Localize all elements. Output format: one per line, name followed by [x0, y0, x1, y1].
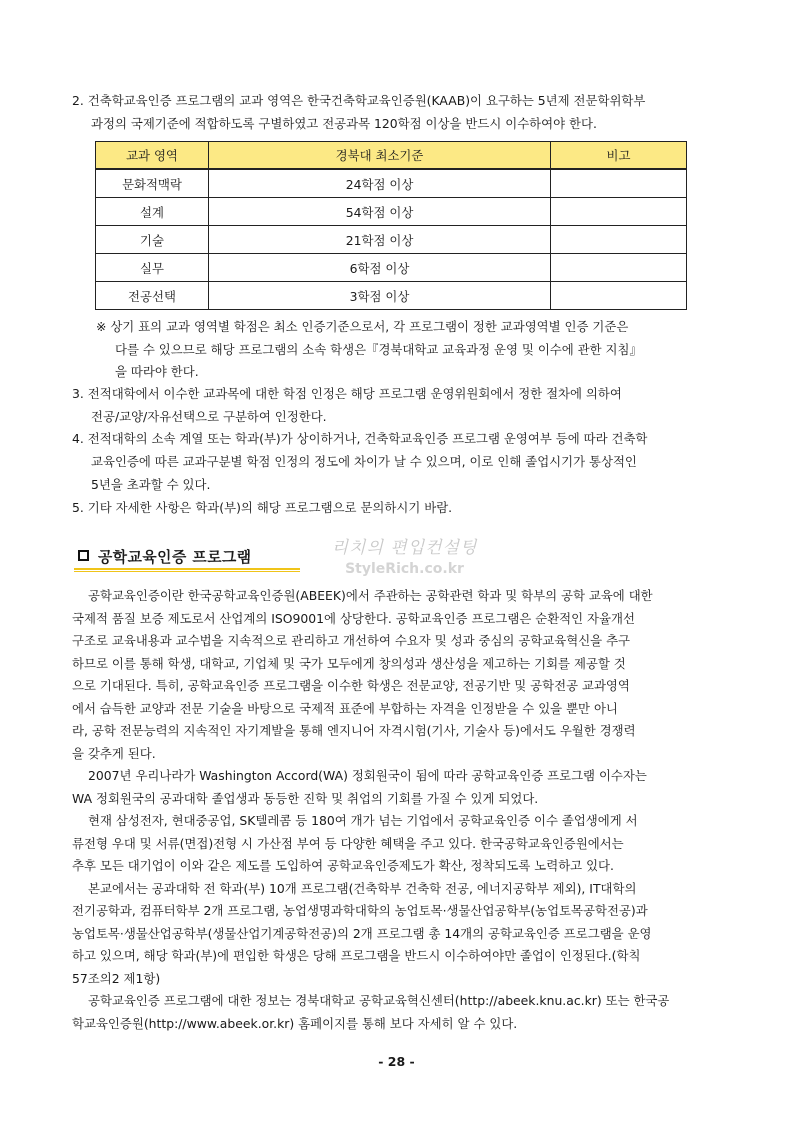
note-line: 다를 수 있으므로 해당 프로그램의 소속 학생은『경북대학교 교육과정 운영 및 이수에 관한 지침』	[115, 341, 642, 357]
watermark-text: 리치의 편입컨설팅	[331, 538, 478, 558]
paragraph-line: 현재 삼성전자, 현대중공업, SK텔레콤 등 180여 개가 넘는 기업에서 공학교육인증 이수 졸업생에게 서	[88, 813, 638, 828]
table-cell: 설계	[96, 198, 209, 226]
heading-underline	[74, 568, 300, 570]
table-header-row	[96, 142, 687, 170]
table-row	[96, 198, 687, 226]
table-note	[96, 316, 736, 384]
table-cell: 실무	[96, 254, 209, 282]
table-header-cell: 교과 영역	[96, 142, 209, 170]
paragraph-line: 57조의2 제1항)	[72, 970, 161, 986]
watermark	[322, 533, 487, 585]
paragraph-line: 3. 전적대학에서 이수한 교과목에 대한 학점 인정은 해당 프로그램 운영위원회에서 정한 절차에 의하여	[72, 386, 622, 401]
note-line: ※ 상기 표의 교과 영역별 학점은 최소 인증기준으로서, 각 프로그램이 정한 교과영역별 인증 기준은	[96, 319, 629, 334]
paragraph-line: 본교에서는 공과대학 전 학과(부) 10개 프로그램(건축학부 건축학 전공, 에너지공학부 제외), IT대학의	[88, 880, 637, 896]
paragraph-line: 5년을 초과할 수 있다.	[91, 476, 211, 492]
page-number: - 28 -	[378, 1054, 415, 1069]
paragraph-line: 전기공학과, 컴퓨터학부 2개 프로그램, 농업생명과학대학의 농업토목·생물산업공학부(농업토목공학전공)과	[72, 903, 648, 918]
paragraph-line: 과정의 국제기준에 적합하도록 구별하였고 전공과목 120학점 이상을 반드시 이수하여야 한다.	[91, 115, 597, 131]
paragraph-line: 추후 모든 대기업이 이와 같은 제도를 도입하여 공학교육인증제도가 확산, 정착되도록 노력하고 있다.	[72, 858, 614, 873]
paragraph-line: 공학교육인증 프로그램에 대한 정보는 경북대학교 공학교육혁신센터(http://abeek.knu.ac.kr) 또는 한국공	[88, 993, 670, 1008]
paragraph-line: 국제적 품질 보증 제도로서 산업계의 ISO9001에 상당한다. 공학교육인증 프로그램은 순환적인 자율개선	[72, 610, 635, 626]
section-curriculum-area	[72, 90, 732, 135]
paragraph-line: 라, 공학 전문능력의 지속적인 자기계발을 통해 엔지니어 자격시험(기사, 기술사 등)에서도 우월한 경쟁력	[72, 723, 636, 738]
table-cell: 전공선택	[96, 282, 209, 310]
table-row	[96, 254, 687, 282]
table-row	[96, 226, 687, 254]
paragraph-line: 교육인증에 따른 교과구분별 학점 인정의 정도에 차이가 날 수 있으며, 이로 인해 졸업시기가 통상적인	[91, 454, 637, 470]
paragraph-line: 전공/교양/자유선택으로 구분하여 인정한다.	[91, 408, 327, 424]
paragraph-line: 하므로 이를 통해 학생, 대학교, 기업체 및 국가 모두에게 창의성과 생산성을 제고하는 기회를 제공할 것	[72, 655, 626, 671]
checkbox-square-icon	[78, 550, 89, 561]
paragraph-line: 에서 습득한 교양과 전문 기술을 바탕으로 국제적 표준에 부합하는 자격을 인정받을 수 있을 뿐만 아니	[72, 700, 618, 716]
table-cell: 6학점 이상	[209, 254, 551, 282]
watermark-url: StyleRich.co.kr	[345, 561, 464, 577]
note-line: 을 따라야 한다.	[115, 364, 199, 380]
table-cell: 3학점 이상	[209, 282, 551, 310]
section-credit-transfer	[72, 383, 732, 519]
section-heading-title: 공학교육인증 프로그램	[98, 549, 252, 566]
table-cell: 문화적맥락	[96, 169, 209, 198]
table-cell	[551, 282, 687, 310]
table-cell	[551, 226, 687, 254]
paragraph-line: 4. 전적대학의 소속 계열 또는 학과(부)가 상이하거나, 건축학교육인증 프로그램 운영여부 등에 따라 건축학	[72, 431, 648, 447]
paragraph-line: 학교육인증원(http://www.abeek.or.kr) 홈페이지를 통해 보다 자세히 알 수 있다.	[72, 1015, 518, 1031]
paragraph-line: 을 갖추게 된다.	[72, 745, 156, 761]
table-header-cell: 비고	[551, 142, 687, 170]
table-row	[96, 169, 687, 198]
table-cell	[551, 169, 687, 198]
paragraph-line: 공학교육인증이란 한국공학교육인증원(ABEEK)에서 주관하는 공학관련 학과 및 학부의 공학 교육에 대한	[88, 588, 653, 603]
table-cell: 54학점 이상	[209, 198, 551, 226]
table-cell: 21학점 이상	[209, 226, 551, 254]
paragraph-line: WA 정회원국의 공과대학 졸업생과 동등한 진학 및 취업의 기회를 가질 수 있게 되었다.	[72, 790, 539, 806]
table-cell: 기술	[96, 226, 209, 254]
paragraph-line: 으로 기대된다. 특히, 공학교육인증 프로그램을 이수한 학생은 전문교양, 전공기반 및 공학전공 교과영역	[72, 678, 630, 693]
paragraph-line: 농업토목·생물산업공학부(생물산업기계공학전공)의 2개 프로그램 총 14개의 공학교육인증 프로그램을 운영	[72, 925, 652, 941]
table-cell: 24학점 이상	[209, 169, 551, 198]
table-cell	[551, 254, 687, 282]
heading-underline	[74, 571, 300, 572]
paragraph-line: 2007년 우리나라가 Washington Accord(WA) 정회원국이 됨에 따라 공학교육인증 프로그램 이수자는	[88, 768, 647, 783]
paragraph-line: 하고 있으며, 해당 학과(부)에 편입한 학생은 당해 프로그램을 반드시 이수하여야만 졸업이 인정된다.(학칙	[72, 948, 641, 963]
credit-requirements-table	[95, 141, 687, 310]
paragraph-line: 류전형 우대 및 서류(면접)전형 시 가산점 부여 등 다양한 혜택을 주고 있다. 한국공학교육인증원에서는	[72, 835, 624, 851]
table-cell	[551, 198, 687, 226]
paragraph-line: 구조로 교육내용과 교수법을 지속적으로 관리하고 개선하여 수요자 및 성과 중심의 공학교육혁신을 추구	[72, 633, 631, 648]
table-header-cell: 경북대 최소기준	[209, 142, 551, 170]
abeek-body-text	[72, 585, 732, 1035]
table-row	[96, 282, 687, 310]
section-heading	[74, 543, 300, 571]
paragraph-line: 5. 기타 자세한 사항은 학과(부)의 해당 프로그램으로 문의하시기 바람.	[72, 499, 453, 515]
paragraph-line: 2. 건축학교육인증 프로그램의 교과 영역은 한국건축학교육인증원(KAAB)이 요구하는 5년제 전문학위학부	[72, 93, 646, 108]
